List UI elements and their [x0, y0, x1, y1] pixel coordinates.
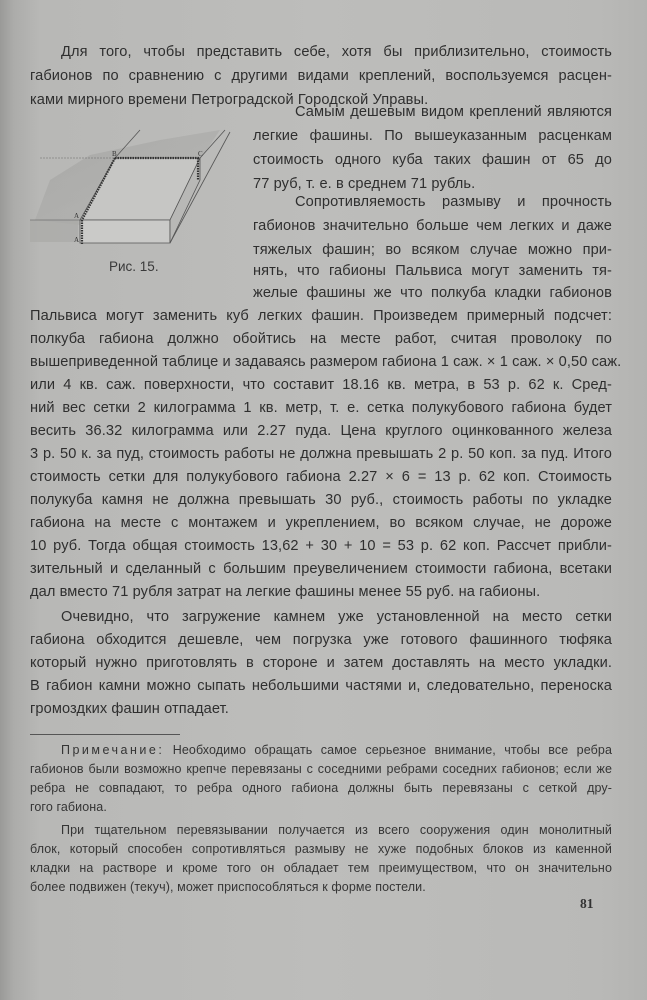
- calc-line-1: Пальвиса могут заменить куб легких фашин. Произведем примерный подсчет:: [30, 308, 612, 324]
- figure-label-a-bottom: A: [74, 236, 80, 244]
- calc-line-11: 10 руб. Тогда общая стоимость 13,62 + 30 + 10 = 53 р. 62 коп. Рассчет прибли-: [30, 538, 612, 554]
- intro-line-1: Для того, чтобы представить себе, хотя бы приблизительно, стоимость: [61, 44, 612, 60]
- footnote-text-1: Необходимо обращать самое серьезное внимание, чтобы все ребра: [172, 743, 612, 757]
- right-p1-line-2: легкие фашины. По вышеуказанным расценкам: [253, 128, 612, 144]
- right-p1-line-1: Самым дешевым видом креплений являются: [295, 104, 612, 120]
- calc-line-9: полукуба камня не должна превышать 30 руб., стоимость работы по укладке: [30, 492, 612, 508]
- footnote-divider: [30, 734, 180, 735]
- footnote-p2-line-3: кладки на растворе и кроме того он обладает тем преимуществом, что он значительно: [30, 861, 612, 875]
- obvious-line-4: В габион камни можно сыпать небольшими частями и, следовательно, переноска: [30, 678, 612, 694]
- calc-line-2: полкуба габиона должно обойтись на месте работ, считая проволоку по: [30, 331, 612, 347]
- footnote-line-1: [61, 741, 612, 761]
- calc-line-10: габиона на месте с монтажем и укреплением, во всяком случае, не дороже: [30, 515, 612, 531]
- right-p2-line-5: желые фашины же что полкуба кладки габионов: [253, 285, 612, 301]
- obvious-line-5: громоздких фашин отпадает.: [30, 701, 229, 717]
- figure-label-c: C: [198, 150, 203, 158]
- calc-line-13: дал вместо 71 рубля затрат на легкие фашины менее 55 руб. на габионы.: [30, 584, 541, 600]
- right-p2-line-4: нять, что габионы Пальвиса могут заменить тя-: [253, 263, 612, 279]
- right-p1-line-3: стоимость одного куба таких фашин от 65 до: [253, 152, 612, 168]
- calc-line-6: весить 36.32 килограмма или 2.27 пуда. Цена круглого оцинкованного железа: [30, 423, 612, 439]
- footnote-line-4: гого габиона.: [30, 800, 107, 814]
- right-p2-line-2: габионов значительно больше чем легких и даже: [253, 218, 612, 234]
- figure-label-a-top: A: [74, 212, 80, 220]
- gabion-figure-illustration: [30, 120, 235, 250]
- right-p2-line-1: Сопротивляемость размыву и прочность: [295, 194, 612, 210]
- figure-label-b: B: [112, 150, 117, 158]
- obvious-line-1: Очевидно, что загружение камнем уже установленной на место сетки: [61, 609, 612, 625]
- obvious-line-3: который нужно приготовлять в стороне и затем доставлять на место укладки.: [30, 655, 612, 671]
- footnote-p2-line-2: блок, который способен сопротивляться размыву не хуже подобных блоков из каменной: [30, 842, 612, 856]
- calc-line-8: стоимость сетки для полукубового габиона 2.27 × 6 = 13 р. 62 коп. Стоимость: [30, 469, 612, 485]
- figure-caption: Рис. 15.: [109, 259, 159, 274]
- intro-line-2: габионов по сравнению с другими видами креплений, воспользуемся расцен-: [30, 68, 612, 84]
- footnote-line-2: габионов были возможно крепче перевязаны с соседними ребрами соседних габионов; если же: [30, 762, 612, 776]
- footnote-label: Примечание:: [61, 743, 165, 757]
- footnote-p2-line-1: При тщательном перевязывании получается из всего сооружения один монолитный: [61, 823, 612, 837]
- right-p1-line-4: 77 руб, т. е. в среднем 71 рубль.: [253, 176, 476, 192]
- calc-line-5: ний вес сетки 2 килограмма 1 кв. метр, т. е. сетка полукубового габиона будет: [30, 400, 612, 416]
- footnote-p2-line-4: более подвижен (текуч), может приспособляться к форме постели.: [30, 880, 426, 894]
- footnote-line-3: ребра не совпадают, то ребра одного габиона должны быть перевязаны с сеткой дру-: [30, 781, 612, 795]
- page-number: 81: [580, 896, 594, 911]
- intro-line-3: ками мирного времени Петроградской Городской Управы.: [30, 92, 429, 108]
- calc-line-3: вышеприведенной таблице и задаваясь размером габиона 1 саж. × 1 саж. × 0,50 саж.: [30, 354, 622, 370]
- obvious-line-2: габиона обходится дешевле, чем погрузка уже готового фашинного тюфяка: [30, 632, 612, 648]
- right-p2-line-3: тяжелых фашин; во всяком случае можно при-: [253, 242, 612, 258]
- calc-line-7: 3 р. 50 к. за пуд, стоимость работы не должна превышать 2 р. 50 коп. за пуд. Итого: [30, 446, 612, 462]
- calc-line-4: или 4 кв. саж. поверхности, что составит 18.16 кв. метра, в 53 р. 62 к. Сред-: [30, 377, 612, 393]
- calc-line-12: зительный и сделанный с большим преувеличением стоимости габиона, всетаки: [30, 561, 612, 577]
